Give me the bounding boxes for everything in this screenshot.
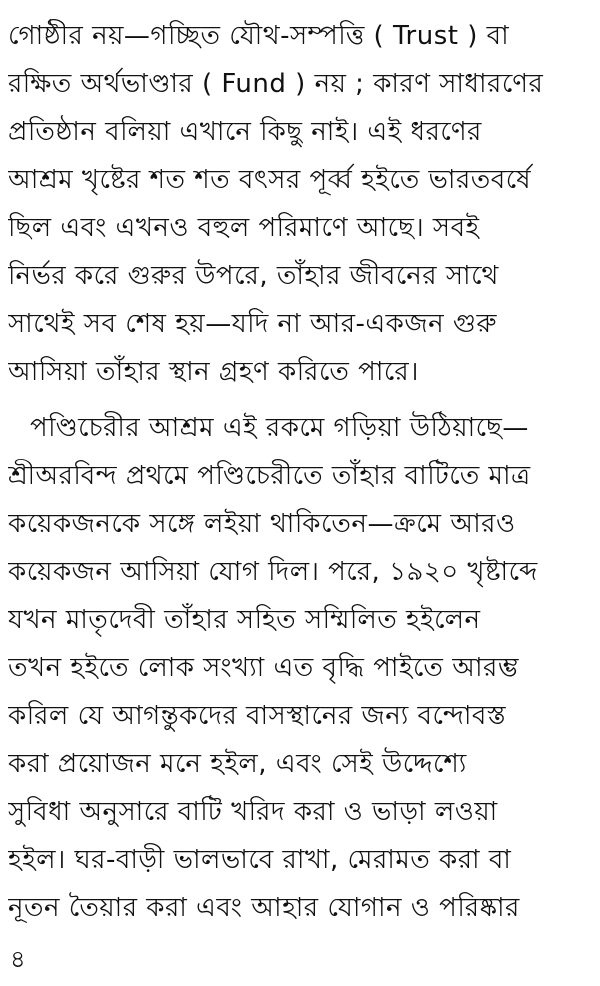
text-line: যখন মাতৃদেবী তাঁহার সহিত সম্মিলিত হইলেন (8, 605, 481, 635)
text-line: নির্ভর করে গুরুর উপরে, তাঁহার জীবনের সাথে (8, 261, 499, 291)
text-line: কয়েকজন আসিয়া যোগ দিল। পরে, ১৯২০ খৃষ্টাব্দে (8, 557, 538, 587)
text-line: তখন হইতে লোক সংখ্যা এত বৃদ্ধি পাইতে আরম্ভ (8, 653, 519, 683)
text-line: সাথেই সব শেষ হয়—যদি না আর-একজন গুরু (8, 309, 497, 339)
page-number: ৪ (10, 945, 26, 973)
text-line: সুবিধা অনুসারে বাটি খরিদ করা ও ভাড়া লওয়া (8, 797, 498, 827)
text-line: করা প্রয়োজন মনে হইল, এবং সেই উদ্দেশ্যে (8, 749, 467, 779)
text-line: পণ্ডিচেরীর আশ্রম এই রকমে গড়িয়া উঠিয়াছে— (30, 413, 529, 443)
text-line: করিল যে আগন্তুকদের বাসস্থানের জন্য বন্দোবস্ত (8, 701, 507, 731)
text-line: রক্ষিত অর্থভাণ্ডার ( Fund ) নয় ; কারণ সাধারণের (8, 69, 544, 99)
paragraph (8, 404, 592, 932)
paragraph (8, 12, 592, 396)
text-line: ছিল এবং এখনও বহুল পরিমাণে আছে। সবই (8, 213, 480, 243)
text-line: নূতন তৈয়ার করা এবং আহার যোগান ও পরিষ্কার (8, 893, 520, 923)
text-line: শ্রীঅরবিন্দ প্রথমে পণ্ডিচেরীতে তাঁহার বাটিতে মাত্র (8, 461, 531, 491)
text-line: কয়েকজনকে সঙ্গে লইয়া থাকিতেন—ক্রমে আরও (8, 509, 516, 539)
text-line: আসিয়া তাঁহার স্থান গ্রহণ করিতে পারে। (8, 357, 419, 387)
text-line: হইল। ঘর-বাড়ী ভালভাবে রাখা, মেরামত করা বা (8, 845, 512, 875)
text-line: প্রতিষ্ঠান বলিয়া এখানে কিছু নাই। এই ধরণের (8, 117, 482, 147)
text-line: গোষ্ঠীর নয়—গচ্ছিত যৌথ-সম্পত্তি ( Trust ) বা (8, 21, 510, 51)
text-line: আশ্রম খৃষ্টের শত শত বৎসর পূর্ব্ব হইতে ভারতবর্ষে (8, 165, 532, 195)
